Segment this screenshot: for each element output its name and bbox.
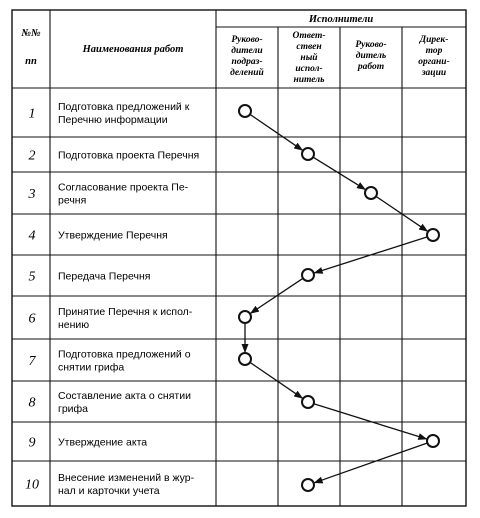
table-border (12, 10, 466, 506)
table-row (29, 349, 191, 374)
row-number: 6 (28, 311, 36, 327)
flow-arrow (313, 157, 365, 189)
work-name: грифа (58, 403, 89, 415)
row-number: 4 (28, 228, 36, 244)
flow-node (239, 105, 251, 117)
executor-header-responsible: испол- (295, 64, 323, 74)
flow-node (365, 187, 377, 199)
executor-header-director: тор (425, 46, 443, 56)
executors-header: Исполнители (308, 14, 374, 25)
table-row (29, 306, 193, 331)
row-number: 1 (28, 106, 36, 122)
work-name: Передача Перечня (58, 270, 151, 283)
row-number: 8 (28, 395, 36, 411)
work-name: Подготовка предложений о (58, 348, 191, 361)
table-row (29, 229, 168, 244)
work-name: Подготовка предложений к (58, 101, 190, 113)
flow-arrow (314, 404, 427, 439)
flow-node (302, 396, 314, 408)
table-row (29, 101, 190, 126)
flow-arrow (250, 114, 302, 150)
executor-header-work_head: Руково- (355, 40, 387, 50)
work-name: речня (58, 194, 87, 207)
work-name: Составление акта о снятии (58, 390, 191, 402)
row-number: 2 (28, 148, 36, 164)
flow-node (302, 269, 314, 281)
table-body (25, 101, 199, 497)
work-name: Утверждение Перечня (58, 229, 168, 242)
work-name: Принятие Перечня к испол- (58, 306, 193, 318)
number-header-sub: пп (25, 56, 37, 67)
executor-header-div_heads: делений (230, 68, 264, 78)
number-header: №№ (21, 28, 41, 39)
work-name: Утверждение акта (58, 436, 148, 449)
work-name: Согласование проекта Пе- (58, 181, 189, 194)
flow-node (239, 311, 251, 323)
flow-node (302, 479, 314, 491)
flow-node (427, 435, 439, 447)
executor-header-div_heads: подраз- (231, 57, 263, 67)
executor-header-responsible: ствен (296, 42, 322, 52)
table-header (20, 14, 449, 85)
table-row (29, 149, 200, 164)
executor-header-responsible: Ответ- (292, 31, 326, 41)
executor-header-director: Дирек- (419, 35, 449, 45)
work-name: нению (58, 319, 90, 331)
executor-header-director: органи- (418, 57, 450, 67)
flow-arrow (250, 362, 302, 398)
flow-node (427, 229, 439, 241)
flow-node (302, 148, 314, 160)
executor-header-div_heads: Руково- (231, 35, 263, 45)
table-row (29, 270, 151, 285)
row-number: 5 (28, 269, 36, 285)
work-name: нал и карточки учета (58, 485, 160, 497)
row-number: 7 (28, 354, 36, 369)
works-header: Наименования работ (82, 44, 184, 55)
executor-header-div_heads: дители (231, 46, 263, 56)
executor-header-work_head: работ (357, 62, 385, 72)
table-grid (12, 10, 466, 506)
table-row (28, 182, 189, 207)
row-number: 3 (28, 187, 36, 202)
row-number: 9 (28, 435, 36, 451)
executor-header-responsible: нитель (293, 75, 325, 85)
work-name: Перечню информации (58, 114, 168, 126)
executor-header-director: зации (421, 68, 447, 78)
work-name: Внесение изменений в жур- (58, 472, 195, 484)
executor-header-responsible: ный (300, 53, 318, 63)
flow-node (239, 353, 251, 365)
row-number: 10 (25, 477, 39, 493)
table-row (29, 390, 192, 415)
executor-header-work_head: дитель (355, 51, 387, 61)
work-name: снятии грифа (58, 361, 125, 374)
flow-arrow (315, 443, 428, 483)
table-row (29, 436, 148, 451)
work-name: Подготовка проекта Перечня (58, 149, 200, 162)
flow-path (239, 105, 439, 491)
